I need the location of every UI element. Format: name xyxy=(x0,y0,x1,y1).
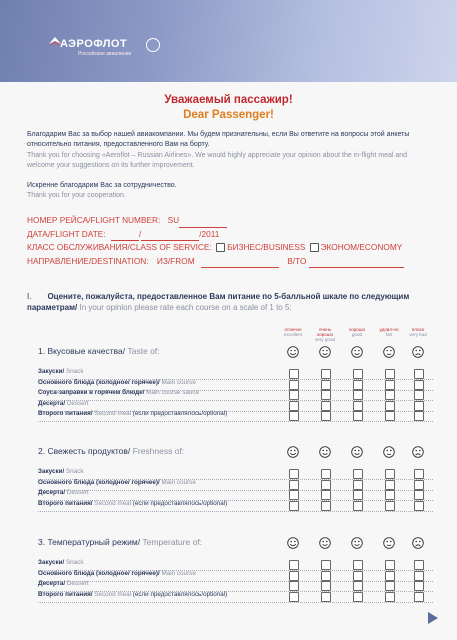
rating-checkbox-5[interactable] xyxy=(414,490,424,500)
rating-checkbox-3[interactable] xyxy=(353,501,363,511)
destination-label: НАПРАВЛЕНИЕ/DESTINATION: xyxy=(27,255,149,266)
row-label-ru: Основного блюда (холодное/ горячее)/ xyxy=(38,378,160,386)
wing-icon xyxy=(48,36,62,46)
rating-checkbox-3[interactable] xyxy=(353,581,363,591)
rating-checkbox-5[interactable] xyxy=(414,560,424,570)
flight-month-input[interactable] xyxy=(141,232,199,241)
smile-face-icon xyxy=(351,536,363,548)
rating-checkbox-1[interactable] xyxy=(289,480,299,490)
header-band xyxy=(0,0,457,82)
thanks-text-ru: Искренне благодарим Вас за сотрудничество. xyxy=(27,182,177,189)
row-label-en: Second meal xyxy=(94,499,132,507)
to-label: В/TO xyxy=(287,255,307,266)
rating-checkbox-2[interactable] xyxy=(321,581,331,591)
rating-checkbox-5[interactable] xyxy=(414,390,424,400)
happy-face-icon xyxy=(287,536,299,548)
block-title-2 xyxy=(38,446,184,456)
flight-date-row xyxy=(27,228,404,242)
rating-checkbox-1[interactable] xyxy=(289,369,299,379)
rating-checkbox-2[interactable] xyxy=(321,480,331,490)
date-separator: / xyxy=(138,228,142,239)
smile-face-icon xyxy=(351,345,363,357)
smile-face-icon xyxy=(319,445,331,457)
rating-checkbox-3[interactable] xyxy=(353,469,363,479)
block-title-ru: 2. Свежесть продуктов/ xyxy=(38,446,131,456)
row-label-en: Snack xyxy=(65,368,84,375)
rating-checkbox-1[interactable] xyxy=(289,592,299,602)
sad-face-icon xyxy=(412,536,424,548)
block-title-ru: 3. Температурный режим/ xyxy=(38,537,141,547)
row-label-ru: Соуса-заправки в горячем блюде/ xyxy=(38,389,145,397)
rating-label-ru: отлично xyxy=(284,327,302,332)
row-label-ru: Второго питания/ xyxy=(38,590,93,598)
rating-label-4 xyxy=(375,327,403,337)
rating-checkbox-2[interactable] xyxy=(321,401,331,411)
row-label-ru: Закуски/ xyxy=(38,468,65,475)
block-title-en: Temperature of: xyxy=(142,537,203,547)
happy-face-icon xyxy=(287,345,299,357)
page-title-ru: Уважаемый пассажир! xyxy=(164,94,293,106)
thanks-text-en: Thank you for your cooperation. xyxy=(27,192,126,199)
rating-checkbox-3[interactable] xyxy=(353,369,363,379)
rating-checkbox-1[interactable] xyxy=(289,390,299,400)
rating-checkbox-3[interactable] xyxy=(353,480,363,490)
row-label-en: Snack xyxy=(65,468,84,475)
section-instruction xyxy=(27,291,437,313)
rating-label-ru: хорошо xyxy=(348,327,366,332)
rating-checkbox-3[interactable] xyxy=(353,411,363,421)
rating-label-en: excellent xyxy=(283,332,303,337)
economy-label: ЭКОНОМ/ECONOMY xyxy=(320,242,403,252)
flight-number-input[interactable] xyxy=(179,219,227,228)
rating-checkbox-4[interactable] xyxy=(385,480,395,490)
rating-checkbox-5[interactable] xyxy=(414,480,424,490)
rating-row xyxy=(38,500,433,512)
skyteam-icon xyxy=(146,38,160,52)
page-title-en: Dear Passenger! xyxy=(183,109,274,121)
brand-tagline: Российские авиалинии xyxy=(78,51,132,57)
from-input[interactable] xyxy=(201,259,279,268)
intro-text-ru: Благодарим Вас за выбор нашей авиакомпании. Мы будем признательны, если Вы ответите на вопросы этой анкеты относительно питания, предоставленного Вам на борту. xyxy=(27,131,410,148)
smile-face-icon xyxy=(319,536,331,548)
row-label-ru: Десерта/ xyxy=(38,580,66,588)
destination-row xyxy=(27,255,404,269)
class-label: КЛАСС ОБСЛУЖИВАНИЯ/CLASS OF SERVICE: xyxy=(27,242,212,252)
row-label-en: Second meal xyxy=(94,590,132,598)
rating-row xyxy=(38,410,433,422)
rating-checkbox-4[interactable] xyxy=(385,501,395,511)
section-text-ru: Оцените, пожалуйста, предоставленное Вам питание по 5-балльной шкале по следующим параметрам/ xyxy=(27,292,410,312)
rating-checkbox-2[interactable] xyxy=(321,501,331,511)
block-title-en: Freshness of: xyxy=(132,446,185,456)
row-label-en: Main course sauce xyxy=(146,389,199,397)
rating-checkbox-1[interactable] xyxy=(289,571,299,581)
row-label-ru: Второго питания/ xyxy=(38,499,93,507)
row-label-en: Dessert xyxy=(66,580,89,588)
smile-face-icon xyxy=(351,445,363,457)
flight-number-row xyxy=(27,214,404,228)
flight-fields xyxy=(27,214,404,268)
rating-checkbox-4[interactable] xyxy=(385,390,395,400)
rating-label-ru: очень хорошо xyxy=(316,327,334,337)
brand-name: АЭРОФЛОТ xyxy=(60,38,128,50)
rating-checkbox-2[interactable] xyxy=(321,380,331,390)
rating-checkbox-2[interactable] xyxy=(321,490,331,500)
rating-checkbox-3[interactable] xyxy=(353,571,363,581)
neutral-face-icon xyxy=(383,536,395,548)
sad-face-icon xyxy=(412,345,424,357)
row-label-optional: (если предоставлялось/optional) xyxy=(132,410,228,418)
business-checkbox[interactable] xyxy=(216,243,225,252)
rating-checkbox-4[interactable] xyxy=(385,380,395,390)
rating-checkbox-1[interactable] xyxy=(289,401,299,411)
row-label-ru: Закуски/ xyxy=(38,368,65,375)
rating-checkbox-4[interactable] xyxy=(385,411,395,421)
section-number: I. xyxy=(27,292,32,301)
flight-year: /2011 xyxy=(199,228,220,239)
rating-label-1 xyxy=(279,327,307,337)
rating-checkbox-1[interactable] xyxy=(289,411,299,421)
rating-checkbox-5[interactable] xyxy=(414,581,424,591)
rating-checkbox-1[interactable] xyxy=(289,560,299,570)
rating-label-3 xyxy=(343,327,371,337)
rating-label-ru: плохо xyxy=(411,327,425,332)
rating-checkbox-1[interactable] xyxy=(289,501,299,511)
row-label-en: Main course xyxy=(161,478,196,486)
row-label-ru: Основного блюда (холодное/ горячее)/ xyxy=(38,569,160,577)
rating-checkbox-5[interactable] xyxy=(414,501,424,511)
rating-checkbox-3[interactable] xyxy=(353,380,363,390)
rating-checkbox-1[interactable] xyxy=(289,581,299,591)
rating-checkbox-4[interactable] xyxy=(385,571,395,581)
smile-face-icon xyxy=(319,345,331,357)
row-label-en: Main course xyxy=(161,569,196,577)
rating-checkbox-2[interactable] xyxy=(321,571,331,581)
rating-checkbox-3[interactable] xyxy=(353,560,363,570)
rating-checkbox-2[interactable] xyxy=(321,411,331,421)
row-label-ru: Закуски/ xyxy=(38,559,65,566)
rating-checkbox-5[interactable] xyxy=(414,369,424,379)
flight-prefix: SU xyxy=(167,215,180,225)
happy-face-icon xyxy=(287,445,299,457)
rating-label-5 xyxy=(404,327,432,337)
rating-checkbox-5[interactable] xyxy=(414,380,424,390)
rating-checkbox-5[interactable] xyxy=(414,411,424,421)
rating-label-en: very good xyxy=(314,337,336,342)
business-label: БИЗНЕС/BUSINESS xyxy=(227,242,306,252)
rating-checkbox-2[interactable] xyxy=(321,369,331,379)
row-label-ru: Десерта/ xyxy=(38,399,66,407)
neutral-face-icon xyxy=(383,445,395,457)
sad-face-icon xyxy=(412,445,424,457)
intro-text-en: Thank you for choosing «Aeroflot – Russian Airlines». We would highly appreciate your opinion about the in-flight meal and welcome your suggestions on its further improvement. xyxy=(27,152,408,169)
rating-checkbox-2[interactable] xyxy=(321,592,331,602)
row-label-en: Main course xyxy=(161,378,196,386)
aeroflot-logo xyxy=(60,38,131,57)
rating-checkbox-5[interactable] xyxy=(414,401,424,411)
rating-label-en: very bad xyxy=(409,332,427,337)
rating-checkbox-3[interactable] xyxy=(353,401,363,411)
flight-date-label: ДАТА/FLIGHT DATE: xyxy=(27,228,106,239)
class-row xyxy=(27,241,404,255)
row-label-ru: Второго питания/ xyxy=(38,410,93,418)
row-label-ru: Десерта/ xyxy=(38,489,66,497)
flight-day-input[interactable] xyxy=(111,232,139,241)
row-label-ru: Основного блюда (холодное/ горячее)/ xyxy=(38,478,160,486)
rating-checkbox-3[interactable] xyxy=(353,490,363,500)
next-page-arrow-icon[interactable] xyxy=(428,612,438,624)
rating-checkbox-4[interactable] xyxy=(385,490,395,500)
rating-checkbox-2[interactable] xyxy=(321,390,331,400)
rating-label-2 xyxy=(311,327,339,342)
row-label-en: Dessert xyxy=(66,489,89,497)
rating-checkbox-2[interactable] xyxy=(321,560,331,570)
rating-checkbox-5[interactable] xyxy=(414,571,424,581)
rating-checkbox-4[interactable] xyxy=(385,560,395,570)
rating-checkbox-2[interactable] xyxy=(321,469,331,479)
rating-checkbox-1[interactable] xyxy=(289,380,299,390)
row-label-en: Dessert xyxy=(66,399,89,407)
row-label-en: Second meal xyxy=(94,410,132,418)
rating-checkbox-4[interactable] xyxy=(385,369,395,379)
rating-label-en: fair xyxy=(385,332,393,337)
rating-row xyxy=(38,591,433,603)
rating-checkbox-5[interactable] xyxy=(414,469,424,479)
rating-checkbox-5[interactable] xyxy=(414,592,424,602)
rating-checkbox-4[interactable] xyxy=(385,581,395,591)
rating-checkbox-3[interactable] xyxy=(353,592,363,602)
to-input[interactable] xyxy=(309,259,404,268)
section-text-en: In your opinion please rate each course on a scale of 1 to 5: xyxy=(79,303,292,312)
block-title-ru: 1. Вкусовые качества/ xyxy=(38,346,126,356)
rating-checkbox-4[interactable] xyxy=(385,469,395,479)
rating-checkbox-1[interactable] xyxy=(289,490,299,500)
rating-label-ru: удовл-но xyxy=(379,327,399,332)
block-title-1 xyxy=(38,346,160,356)
rating-checkbox-4[interactable] xyxy=(385,401,395,411)
block-title-en: Taste of: xyxy=(127,346,160,356)
row-label-en: Snack xyxy=(65,559,84,566)
rating-checkbox-4[interactable] xyxy=(385,592,395,602)
neutral-face-icon xyxy=(383,345,395,357)
row-label-optional: (если предоставлялось/optional) xyxy=(132,499,228,507)
rating-checkbox-1[interactable] xyxy=(289,469,299,479)
rating-checkbox-3[interactable] xyxy=(353,390,363,400)
from-label: ИЗ/FROM xyxy=(156,255,195,266)
flight-number-label: НОМЕР РЕЙСА/FLIGHT NUMBER: xyxy=(27,215,161,225)
block-title-3 xyxy=(38,537,202,547)
row-label-optional: (если предоставлялось/optional) xyxy=(132,590,228,598)
rating-label-en: good xyxy=(351,332,363,337)
economy-checkbox[interactable] xyxy=(310,243,319,252)
